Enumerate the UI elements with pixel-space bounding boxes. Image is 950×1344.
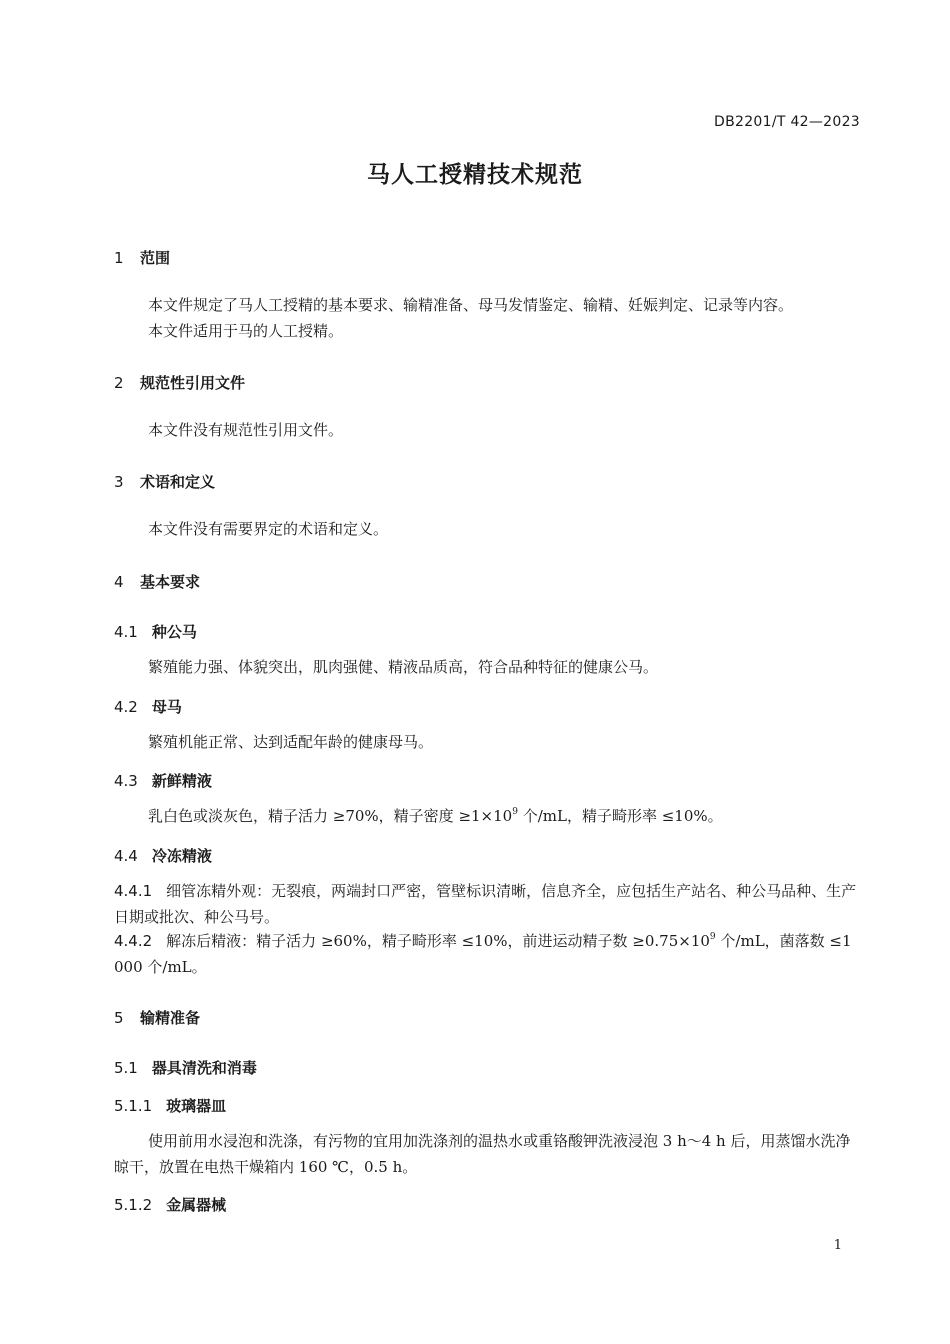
- subsection-title: 器具清洗和消毒: [151, 1059, 257, 1077]
- subsection-title: 冷冻精液: [151, 847, 212, 865]
- exponent: 9: [512, 807, 518, 817]
- clause-text: 解冻后精液：精子活力 ≥60%，精子畸形率 ≤10%，前进运动精子数 ≥0.75×10: [166, 932, 710, 950]
- subsection-title: 母马: [151, 698, 182, 716]
- subsection-title: 金属器械: [166, 1196, 227, 1214]
- document-number: DB2201/T 42—2023: [714, 114, 860, 130]
- clause-number: 4.4.1: [114, 882, 153, 900]
- section-5-heading: [114, 1007, 200, 1028]
- clause-text: 细管冻精外观：无裂痕，两端封口严密，管壁标识清晰，信息齐全，应包括生产站名、种公马品种、生产日期或批次、种公马号。: [114, 882, 857, 926]
- section-4-4-2-paragraph: [114, 928, 864, 980]
- subsection-number: 4.1: [114, 623, 138, 641]
- section-title: 范围: [140, 249, 171, 267]
- section-5-1-1-heading: [114, 1095, 226, 1116]
- section-3-heading: [114, 471, 215, 492]
- paragraph-text: 乳白色或淡灰色，精子活力 ≥70%，精子密度 ≥1×10: [148, 807, 513, 825]
- section-1-paragraph-2: 本文件适用于马的人工授精。: [148, 322, 344, 340]
- section-1-paragraph-1: 本文件规定了马人工授精的基本要求、输精准备、母马发情鉴定、输精、妊娠判定、记录等内容。: [148, 296, 794, 314]
- section-4-3-heading: [114, 770, 212, 791]
- section-title: 规范性引用文件: [140, 374, 246, 392]
- subsection-number: 4.4: [114, 847, 138, 865]
- section-4-2-heading: [114, 696, 182, 717]
- subsection-number: 4.2: [114, 698, 138, 716]
- section-number: 3: [114, 473, 124, 491]
- paragraph-text: 个/mL，精子畸形率 ≤10%。: [517, 807, 723, 825]
- document-title: 马人工授精技术规范: [367, 162, 583, 188]
- section-2-paragraph: 本文件没有规范性引用文件。: [148, 421, 344, 439]
- section-1-heading: [114, 247, 170, 268]
- subsection-title: 玻璃器皿: [166, 1097, 227, 1115]
- section-4-4-1-paragraph: [114, 878, 864, 930]
- section-4-4-heading: [114, 845, 212, 866]
- section-4-1-paragraph: 繁殖能力强、体貌突出，肌肉强健、精液品质高，符合品种特征的健康公马。: [148, 658, 659, 676]
- section-4-1-heading: [114, 621, 197, 642]
- section-3-paragraph: 本文件没有需要界定的术语和定义。: [148, 520, 389, 538]
- clause-number: 4.4.2: [114, 932, 153, 950]
- section-4-heading: [114, 571, 200, 592]
- exponent: 9: [709, 932, 716, 942]
- subsection-number: 5.1: [114, 1059, 138, 1077]
- clause-text: 个/mL，菌落数 ≤1 000 个/mL。: [114, 932, 852, 976]
- page-number: 1: [833, 1238, 842, 1253]
- section-number: 1: [114, 249, 124, 267]
- section-number: 4: [114, 573, 124, 591]
- section-number: 2: [114, 374, 124, 392]
- subsection-number: 5.1.2: [114, 1196, 153, 1214]
- subsection-title: 新鲜精液: [151, 772, 212, 790]
- section-5-1-heading: [114, 1057, 257, 1078]
- section-number: 5: [114, 1009, 124, 1027]
- section-title: 术语和定义: [140, 473, 216, 491]
- section-title: 基本要求: [140, 573, 201, 591]
- section-5-1-2-heading: [114, 1194, 226, 1215]
- section-4-3-paragraph: [148, 803, 723, 829]
- subsection-number: 5.1.1: [114, 1097, 153, 1115]
- section-title: 输精准备: [140, 1009, 201, 1027]
- subsection-title: 种公马: [151, 623, 197, 641]
- section-5-1-1-paragraph: 使用前用水浸泡和洗涤，有污物的宜用加洗涤剂的温热水或重铬酸钾洗液浸泡 3 h～4 h 后，用蒸馏水洗净晾干，放置在电热干燥箱内 160 ℃，0.5 h。: [114, 1132, 851, 1176]
- section-2-heading: [114, 372, 245, 393]
- subsection-number: 4.3: [114, 772, 138, 790]
- section-4-2-paragraph: 繁殖机能正常、达到适配年龄的健康母马。: [148, 733, 434, 751]
